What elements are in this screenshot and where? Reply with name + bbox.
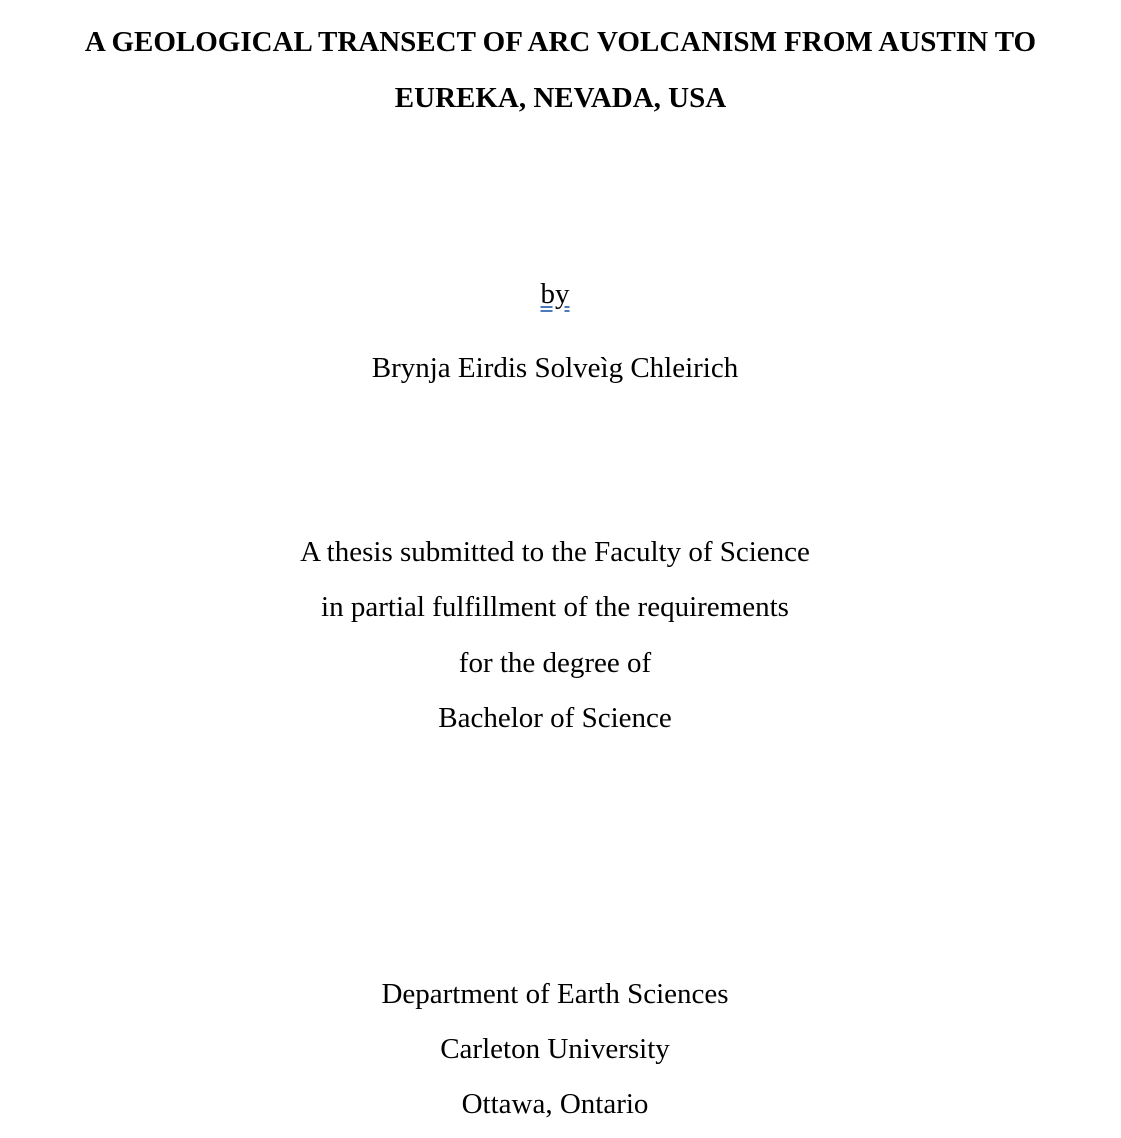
statement-line-1: A thesis submitted to the Faculty of Science <box>300 536 810 568</box>
statement-line-3: for the degree of <box>458 647 652 679</box>
author-name: Brynja Eirdis Solveìg Chleirich <box>371 352 739 384</box>
by-word: by <box>540 278 570 310</box>
university-name: Carleton University <box>440 1033 670 1065</box>
thesis-title-line-1: A GEOLOGICAL TRANSECT OF ARC VOLCANISM FROM AUSTIN TO <box>84 26 1037 58</box>
degree-name: Bachelor of Science <box>438 702 672 734</box>
thesis-title <box>0 14 1121 126</box>
statement-line-2: in partial fulfillment of the requirements <box>321 591 789 623</box>
location-name: Ottawa, Ontario <box>461 1088 649 1120</box>
by-label <box>0 276 1110 312</box>
thesis-title-line-2: EUREKA, NEVADA, USA <box>394 82 727 114</box>
department-name: Department of Earth Sciences <box>381 978 729 1010</box>
